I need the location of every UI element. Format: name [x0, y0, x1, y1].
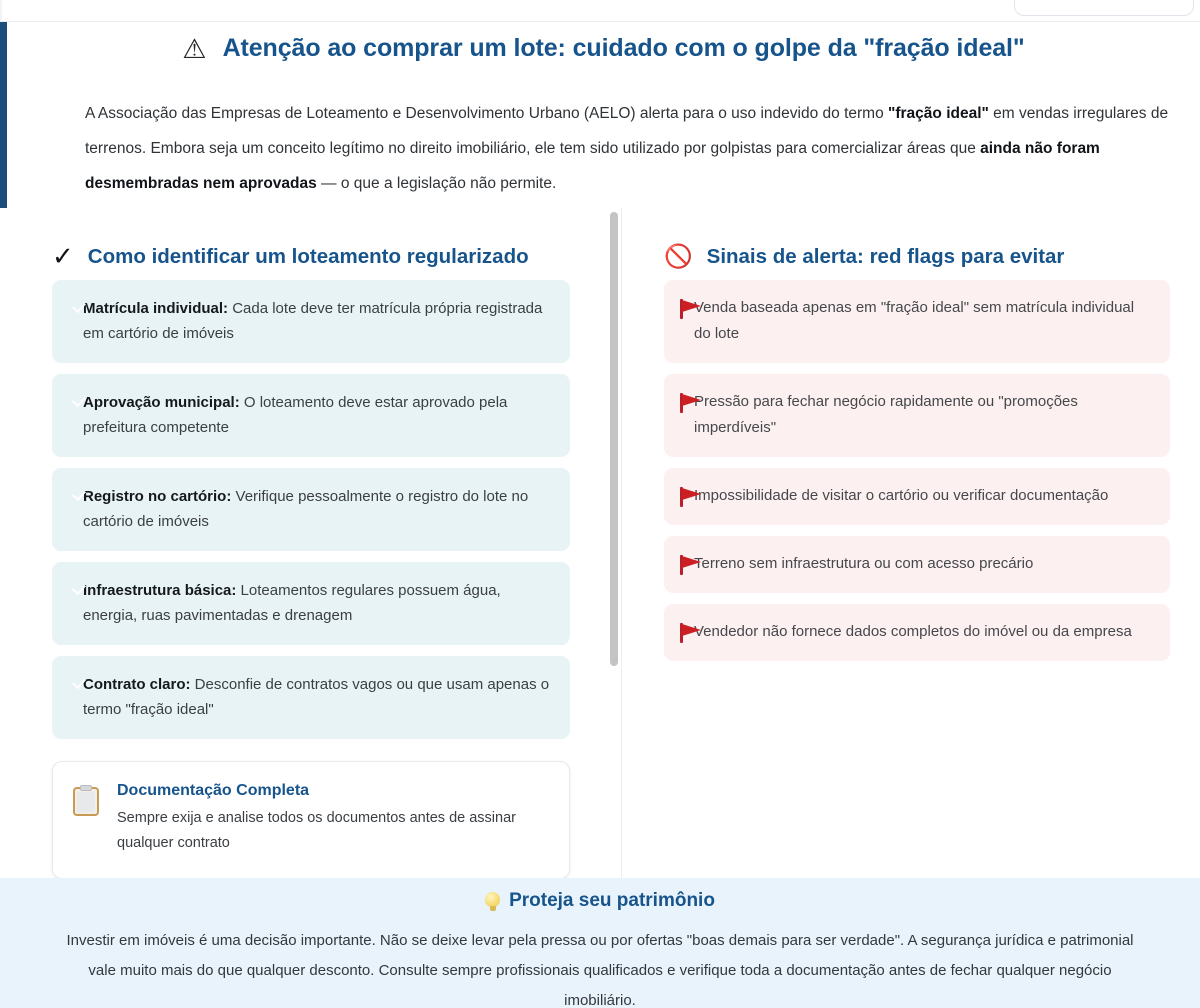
footer-banner [0, 878, 1200, 1008]
clipboard-icon [73, 785, 99, 816]
list-item-label: Matrícula individual: [83, 300, 229, 317]
red-flags-list [622, 280, 1200, 661]
documentation-card[interactable] [52, 761, 570, 878]
list-item-text: Pressão para fechar negócio rapidamente ou "promoções imperdíveis" [694, 393, 1078, 436]
left-column-scrollbar[interactable] [608, 208, 620, 878]
list-item-label: Registro no cartório: [83, 488, 232, 505]
documentation-card-description: Sempre exija e analise todos os documentos antes de assinar qualquer contrato [117, 810, 516, 851]
list-item-text: Infraestrutura básica: Loteamentos regulares possuem água, energia, ruas pavimentadas e drenagem [83, 582, 501, 624]
footer-text: Investir em imóveis é uma decisão importante. Não se deixe levar pela pressa ou por ofertas "boas demais para ser verdade". A segurança jurídica e patrimonial vale muito mais do que qualquer desconto. Consulte sempre profissionais qualificados e verifique toda a documentação antes de fechar qualquer negócio imobiliário. [66, 932, 1134, 1008]
list-item [52, 468, 570, 551]
list-item [664, 604, 1170, 661]
check-mark-icon: ✓ [52, 242, 74, 272]
alert-body-run: — o que a legislação não permite. [316, 175, 557, 192]
good-practices-list [0, 280, 622, 739]
alert-body-run: em vendas irregulares de terrenos. Embora seja um conceito legítimo no direito imobiliário, ele tem sido utilizado por golpistas para comercializar áreas que [85, 105, 1169, 157]
documentation-card-title: Documentação Completa [117, 782, 310, 799]
list-item [664, 374, 1170, 457]
left-column-heading [0, 208, 622, 280]
list-item-label: Infraestrutura básica: [83, 582, 237, 599]
page-left-edge [0, 0, 2, 22]
list-item-text: Matrícula individual: Cada lote deve ter matrícula própria registrada em cartório de imóveis [83, 300, 543, 342]
footer-title: Proteja seu patrimônio [509, 890, 715, 911]
list-item [664, 536, 1170, 593]
warning-triangle-icon: ⚠ [182, 34, 207, 65]
list-item-label: Aprovação municipal: [83, 394, 240, 411]
alert-title-row [7, 22, 1200, 63]
list-item [52, 562, 570, 645]
list-item-text: Registro no cartório: Verifique pessoalmente o registro do lote no cartório de imóveis [83, 488, 529, 530]
page-top-strip [0, 0, 1200, 22]
list-item [52, 280, 570, 363]
content-columns [0, 208, 1200, 878]
alert-body-text [85, 96, 1175, 201]
prohibited-sign-icon: 🚫 [664, 243, 693, 270]
list-item-text: Aprovação municipal: O loteamento deve estar aprovado pela prefeitura competente [83, 394, 508, 436]
rounded-panel-edge [1014, 0, 1194, 16]
page-title: Atenção ao comprar um lote: cuidado com o golpe da "fração ideal" [222, 34, 1025, 62]
light-bulb-icon [485, 892, 500, 911]
list-item-text: Contrato claro: Desconfie de contratos vagos ou que usam apenas o termo "fração ideal" [83, 676, 550, 718]
alert-body-emphasis: "fração ideal" [888, 105, 989, 122]
list-item-text: Vendedor não fornece dados completos do imóvel ou da empresa [694, 623, 1132, 640]
scrollbar-thumb[interactable] [610, 212, 618, 666]
list-item-text: Venda baseada apenas em "fração ideal" sem matrícula individual do lote [694, 299, 1135, 342]
list-item [664, 468, 1170, 525]
alert-body-run: A Associação das Empresas de Loteamento e Desenvolvimento Urbano (AELO) alerta para o uso indevido do termo [85, 105, 889, 122]
list-item-label: Contrato claro: [83, 676, 191, 693]
alert-body-emphasis: ainda não foram desmembradas nem aprovadas [85, 140, 1100, 192]
right-column-heading [622, 208, 1200, 280]
list-item-text: Terreno sem infraestrutura ou com acesso precário [694, 555, 1034, 572]
list-item [664, 280, 1170, 363]
right-column-heading-label: Sinais de alerta: red flags para evitar [706, 245, 1065, 268]
left-column [0, 208, 622, 878]
list-item-text: Impossibilidade de visitar o cartório ou verificar documentação [694, 487, 1109, 504]
alert-banner [0, 22, 1200, 208]
right-column [622, 208, 1200, 878]
footer-title-row [0, 890, 1200, 912]
left-column-heading-label: Como identificar um loteamento regularizado [87, 245, 529, 268]
list-item [52, 656, 570, 739]
list-item [52, 374, 570, 457]
